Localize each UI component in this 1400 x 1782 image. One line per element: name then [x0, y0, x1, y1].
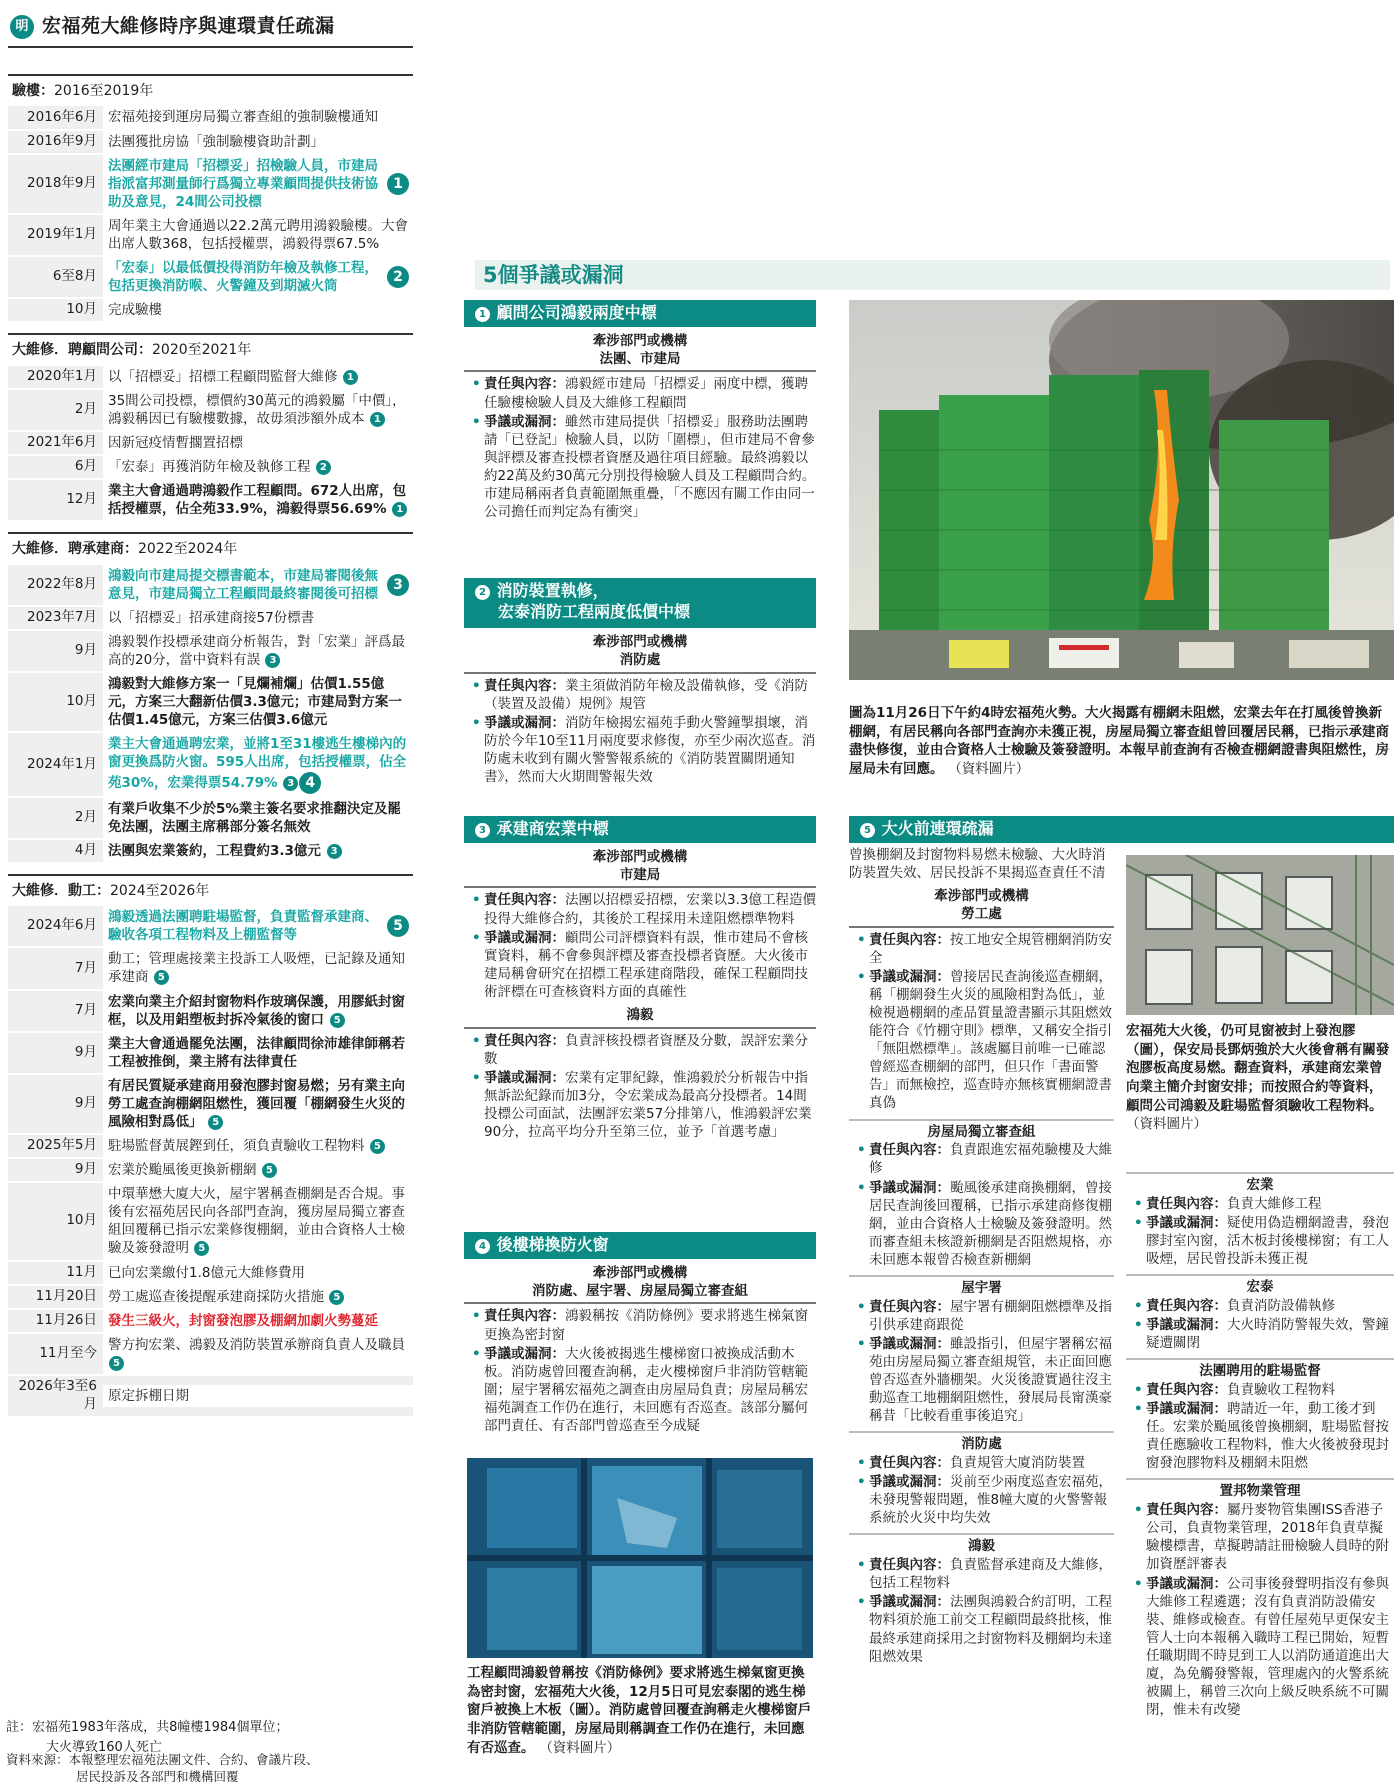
- issue-5-title: 5 大火前連環疏漏: [849, 816, 1394, 843]
- issues-heading: 5個爭議或漏洞: [475, 260, 1390, 290]
- timeline-row: 6月 「宏泰」再獲消防年檢及執修工程 2: [8, 454, 413, 478]
- dept-name: 市建局: [464, 867, 816, 889]
- timeline-row: 9月 有居民質疑承建商用發泡膠封窗易燃；另有業主向勞工處查詢棚網阻燃性，獲回覆「棚網發生火災的風險相對爲低」 5: [8, 1073, 413, 1133]
- timeline: [8, 74, 413, 1416]
- foam-photo-caption: 宏福苑大火後，仍可見窗被封上發泡膠（圖），保安局長鄧炳強於大火後會稱有關發泡膠板高度易燃。翻查資料，承建商宏業曾向業主簡介封窗安排；而按照合約等資料，顧問公司鴻毅及駐場監督須驗收工程物料。 （資料圖片）: [1126, 1023, 1390, 1133]
- issue-tag: 3: [265, 653, 280, 668]
- issue-1-box: [464, 300, 816, 522]
- timeline-row: 2月 35間公司投標，標價約30萬元的鴻毅屬「中價」，鴻毅稱因已有驗樓數據，故毋須涉額外成本 1: [8, 388, 413, 430]
- timeline-row: 2月 有業戶收集不少於5%業主簽名要求推翻決定及罷免法團，法團主席稱部分簽名無效: [8, 796, 413, 838]
- page-header: [8, 8, 413, 48]
- dept-name: 鴻毅: [849, 1533, 1114, 1556]
- gap-bullet: • 爭議或漏洞：颱風後承建商換棚網，曾接居民查詢後回覆稱，已指示承建商修復棚網，並由合資格人士檢驗及簽發證明。然而審查組未核證新棚網是否阻燃規格，亦未回應本報曾否檢查新棚網: [849, 1179, 1114, 1269]
- timeline-row: 2022年8月 鴻毅向市建局提交標書範本，市建局審閱後無意見，市建局獨立工程顧問最終審閱後可招標 3: [8, 563, 413, 605]
- timeline-row: 2024年1月 業主大會通過聘宏業，並將1至31樓逃生樓梯內的窗更換爲防火窗。595人出席，包括授權票，佔全苑30%，宏業得票54.79% 3 4: [8, 731, 413, 795]
- foam-window-photo: [1126, 855, 1394, 1015]
- dept-name: 鴻毅: [464, 1007, 816, 1029]
- issue-tag: 3: [327, 844, 342, 859]
- gap-bullet: • 爭議或漏洞：災前至少兩度巡查宏福苑，未發現警報問題，惟8幢大廈的火警警報系統於火災中均失效: [849, 1473, 1114, 1527]
- gap-bullet: • 爭議或漏洞：大火後被揭逃生樓梯窗口被換成活動木板。消防處曾回覆查詢稱，走火樓梯窗戶非消防管轄範圍；屋宇署稱宏福苑之調查由房屋局負責；房屋局稱宏福苑調查工作仍在進行，未回應有否巡查。該部分屬何部門責任、有否部門曾巡查至今成疑: [464, 1345, 816, 1435]
- resp-bullet: • 責任與內容：鴻毅稱按《消防條例》要求將逃生梯氣窗更換為密封窗: [464, 1307, 816, 1343]
- issue-3-title: 3 承建商宏業中標: [464, 816, 816, 843]
- dept-label: 牽涉部門或機構: [934, 888, 1029, 905]
- gap-bullet: • 爭議或漏洞：公司事後發聲明指沒有參與大維修工程遴選；沒有負責消防設備安裝、維修或檢查。有曾任屋苑早更保安主管人士向本報稱入職時工程已開始，短暫任職期間不時見到工人以消防通道進出大廈，為免觸發警報，管理處內的火警系統被關上，稱曾三次向上級反映系統不可關閉，惟未有改變: [1126, 1575, 1394, 1720]
- issue-tag: 5: [208, 1115, 223, 1130]
- gap-bullet: • 爭議或漏洞：雖設指引，但屋宇署稱宏福苑由房屋局獨立審查組規管，未正面回應曾否巡查外牆棚架。火災後證實過往沒主動巡查工地棚網阻燃性，發展局長甯漢豪稱昔「比較看重事後追究」: [849, 1335, 1114, 1425]
- resp-bullet: • 責任與內容：法團以招標妥招標，宏業以3.3億工程造價投得大維修合約，其後於工程採用未達阻燃標準物料: [464, 891, 816, 927]
- fire-photo-caption: 圖為11月26日下午約4時宏福苑火勢。大火揭露有棚網未阻燃，宏業去年在打風後曾換新棚網，有居民稱向各部門查詢亦未獲正視，房屋局獨立審查組曾回覆居民稱，已指示承建商盡快修復，並由合資格人士檢驗及簽發證明。本報早前查詢有否檢查棚網證書與阻燃性，房屋局未有回應。 （資料圖片）: [849, 705, 1389, 777]
- issue-3-box: [464, 816, 816, 1142]
- resp-bullet: • 責任與內容：鴻毅經市建局「招標妥」兩度中標，獲聘任驗樓檢驗人員及大維修工程顧問: [464, 375, 816, 411]
- dept-name: 屋宇署: [849, 1275, 1114, 1298]
- dept-label: 牽涉部門或機構: [592, 1264, 688, 1281]
- timeline-phase-heading: 大維修．聘承建商：2022至2024年: [8, 532, 413, 562]
- issue-2-title: 2 消防裝置執修， 宏泰消防工程兩度低價中標: [464, 578, 816, 628]
- timeline-row: 11月至今 警方拘宏業、鴻毅及消防裝置承辦商負責人及職員 5: [8, 1332, 413, 1374]
- gap-bullet: • 爭議或漏洞：顧問公司評標資料有誤，惟市建局不會核實資料，稱不會參與評標及審查投標者資歷。大火後市建局稱會研究在招標工程承建商階段，確保工程顧問技術評標在可查核資料方面的真確性: [464, 929, 816, 1001]
- gap-bullet: • 爭議或漏洞：曾接居民查詢後巡查棚網，稱「棚網發生火災的風險相對為低」，並檢視過棚網的產品質量證書顯示其阻燃效能符合《竹棚守則》標準，又稱安全指引「無阻燃標準」。該處屬目前唯一已確認曾經巡查棚網的部門，但只作「書面警告」而無檢控，巡查時亦無核實棚網證書真偽: [849, 968, 1114, 1113]
- issue-tag: 1: [370, 412, 385, 427]
- dept-name: 消防處: [849, 1431, 1114, 1454]
- resp-bullet: • 責任與內容：按工地安全規管棚網消防安全: [849, 931, 1114, 967]
- dept-label: 牽涉部門或機構: [592, 634, 688, 650]
- timeline-row: 7月 動工；管理處接業主投訴工人吸煙，已記錄及通知承建商 5: [8, 946, 413, 988]
- resp-bullet: • 責任與內容：負責評核投標者資歷及分數，誤評宏業分數: [464, 1032, 816, 1068]
- timeline-row: 9月 宏業於颱風後更換新棚網 5: [8, 1157, 413, 1181]
- issue-tag: 5: [329, 1290, 344, 1305]
- dept-name: 宏業: [1126, 1172, 1394, 1195]
- issue-badge-3: 3: [387, 574, 409, 596]
- dept-name: 房屋局獨立審查組: [849, 1119, 1114, 1142]
- timeline-row: 7月 宏業向業主介紹封窗物料作玻璃保護，用膠紙封窗框，以及用鋁塑板封拆冷氣後的窗口 5: [8, 989, 413, 1031]
- timeline-row: 6至8月 「宏泰」以最低價投得消防年檢及執修工程，包括更換消防喉、火警鐘及到期滅火筒 2: [8, 255, 413, 297]
- timeline-phase-heading: 大維修．聘顧問公司：2020至2021年: [8, 333, 413, 363]
- issue-tag: 5: [109, 1356, 124, 1371]
- timeline-phase-heading: 驗樓：2016至2019年: [8, 74, 413, 104]
- timeline-row: 2025年5月 駐場監督黃展鏗到任，須負責驗收工程物料 5: [8, 1133, 413, 1157]
- resp-bullet: • 責任與內容：業主須做消防年檢及設備執修，受《消防（裝置及設備）規例》規管: [464, 677, 816, 713]
- stairwell-photo-caption: 工程顧問鴻毅曾稱按《消防條例》要求將逃生梯氣窗更換為密封窗，宏福苑大火後，12月5日可見宏泰閣的逃生梯窗戶被換上木板（圖）。消防處曾回覆查詢稱走火樓梯窗戶非消防管轄範圍，房屋局則稱調查工作仍在進行，未回應有否巡查。 （資料圖片）: [467, 1665, 812, 1756]
- issue-5-left-column: [849, 846, 1114, 1667]
- timeline-row: 2020年1月 以「招標妥」招標工程顧問監督大維修 1: [8, 364, 413, 388]
- issue-badge-2: 2: [387, 266, 409, 288]
- issue-badge-5: 5: [387, 915, 409, 937]
- issue-5-right-column: [1126, 1166, 1394, 1720]
- issue-tag: 5: [194, 1241, 209, 1256]
- timeline-row: 10月 鴻毅對大維修方案一「見爛補爛」估價1.55億元，方案三大翻新估價3.3億元；市建局對方案一估價1.45億元，方案三估價3.6億元: [8, 671, 413, 731]
- issue-4-box: [464, 1232, 816, 1436]
- gap-bullet: • 爭議或漏洞：雖然市建局提供「招標妥」服務助法團聘請「已登記」檢驗人員，以防「圍標」，但市建局不會參與評標及審查投標者資歷及過往項目經驗。最終鴻毅以約22萬及約30萬元分別投得檢驗人員及工程顧問合約。市建局稱兩者負責範圍無重疊，「不應因有關工作由同一公司擔任而判定為有衝突」: [464, 413, 816, 521]
- issue-tag: 3: [283, 776, 298, 791]
- resp-bullet: • 責任與內容：負責大維修工程: [1126, 1195, 1394, 1213]
- dept-name: 置邦物業管理: [1126, 1478, 1394, 1501]
- dept-name: 法團、市建局: [464, 351, 816, 373]
- resp-bullet: • 責任與內容：負責驗收工程物料: [1126, 1381, 1394, 1399]
- timeline-row: 2019年1月 周年業主大會通過以22.2萬元聘用鴻毅驗樓。大會出席人數368，包括授權票，鴻毅得票67.5%: [8, 213, 413, 255]
- issue-5-box: [849, 816, 1394, 843]
- gap-bullet: • 爭議或漏洞：法團與鴻毅合約訂明，工程物料須於施工前交工程顧問最終批核，惟最終承建商採用之封窗物料及棚網均未達阻燃效果: [849, 1593, 1114, 1665]
- issue-tag: 1: [343, 370, 358, 385]
- gap-bullet: • 爭議或漏洞：消防年檢揭宏福苑手動火警鐘掣損壞，消防於今年10至11月兩度要求修復，亦至少兩次巡查。消防處未收到有關火警警報系統的《消防裝置關閉通知書》，然而大火期間警報失效: [464, 714, 816, 786]
- issue-tag: 1: [392, 502, 407, 517]
- issue-1-title: 1 顧問公司鴻毅兩度中標: [464, 300, 816, 327]
- issue-tag: 5: [262, 1163, 277, 1178]
- gap-bullet: • 爭議或漏洞：疑使用偽造棚網證書，發泡膠封室內窗，活木板封後樓梯窗；有工人吸煙，居民曾投訴未獲正視: [1126, 1214, 1394, 1268]
- issue-4-title: 4 後樓梯換防火窗: [464, 1232, 816, 1259]
- dept-name: 勞工處: [849, 906, 1114, 928]
- dept-name: 宏泰: [1126, 1274, 1394, 1297]
- timeline-row: 2016年9月 法團獲批房協「強制驗樓資助計劃」: [8, 129, 413, 153]
- resp-bullet: • 責任與內容：負責規管大廈消防裝置: [849, 1454, 1114, 1472]
- timeline-row: 10月 完成驗樓: [8, 297, 413, 321]
- timeline-phase-heading: 大維修．動工：2024至2026年: [8, 874, 413, 904]
- resp-bullet: • 責任與內容：負責消防設備執修: [1126, 1297, 1394, 1315]
- issue-tag: 5: [154, 970, 169, 985]
- timeline-row: 2024年6月 鴻毅透過法團聘駐場監督，負責監督承建商、驗收各項工程物料及上棚監督等 5: [8, 904, 413, 946]
- timeline-row: 2016年6月 宏福苑接到運房局獨立審查組的強制驗樓通知: [8, 104, 413, 128]
- resp-bullet: • 責任與內容：負責跟進宏福苑驗樓及大維修: [849, 1141, 1114, 1177]
- issue-2-box: [464, 578, 816, 787]
- newspaper-logo-icon: 明: [10, 15, 34, 39]
- timeline-row: 2026年3至6月 原定拆棚日期: [8, 1374, 413, 1416]
- stairwell-window-photo: [467, 1458, 813, 1658]
- resp-bullet: • 責任與內容：屋宇署有棚網阻燃標準及指引供承建商跟從: [849, 1298, 1114, 1334]
- dept-label: 牽涉部門或機構: [592, 848, 688, 865]
- fire-photo: [849, 300, 1394, 680]
- timeline-row: 2018年9月 法團經市建局「招標妥」招檢驗人員，市建局指派富邦測量師行爲獨立專業顧問提供技術協助及意見，24間公司投標 1: [8, 153, 413, 213]
- dept-name: 消防處: [464, 652, 816, 674]
- gap-bullet: • 爭議或漏洞：宏業有定罪紀錄，惟鴻毅於分析報告中指無訴訟紀錄而加3分，令宏業成為最高分投標者。14間投標公司面試，法團評宏業57分排第八，惟鴻毅評宏業90分，拉高平均分升至第三位，並予「首選考慮」: [464, 1069, 816, 1141]
- issue-tag: 5: [330, 1013, 345, 1028]
- timeline-row: 12月 業主大會通過聘鴻毅作工程顧問。672人出席，包括授權票，佔全苑33.9%，鴻毅得票56.69% 1: [8, 478, 413, 520]
- issue-badge-4: 4: [299, 772, 321, 794]
- issue-5-intro: 曾換棚網及封窗物料易燃未檢驗、大火時消防裝置失效、居民投訴不果揭巡查責任不清: [849, 847, 1106, 882]
- timeline-row: 11月 已向宏業繳付1.8億元大維修費用: [8, 1260, 413, 1284]
- resp-bullet: • 責任與內容：負責監督承建商及大維修，包括工程物料: [849, 1556, 1114, 1592]
- page-title: 宏福苑大維修時序與連環責任疏漏: [42, 15, 335, 37]
- timeline-row: 2023年7月 以「招標妥」招承建商接57份標書: [8, 605, 413, 629]
- footnote: 註：宏福苑1983年落成，共8幢樓1984個單位； 大火導致160人死亡: [6, 1720, 289, 1755]
- source-note: 資料來源：本報整理宏福苑法團文件、合約、會議片段、 居民投訴及各部門和機構回覆: [6, 1752, 319, 1782]
- timeline-row: 11月26日 發生三級火，封窗發泡膠及棚網加劇火勢蔓延: [8, 1308, 413, 1332]
- issue-badge-1: 1: [387, 173, 409, 195]
- dept-name: 法團聘用的駐場監督: [1126, 1358, 1394, 1381]
- gap-bullet: • 爭議或漏洞：聘請近一年，動工後才到任。宏業於颱風後曾換棚網，駐場監督按責任應驗收工程物料，惟大火後被發現封窗發泡膠物料及棚網未阻燃: [1126, 1400, 1394, 1472]
- dept-label: 牽涉部門或機構: [592, 332, 688, 349]
- dept-name: 消防處、屋宇署、房屋局獨立審查組: [464, 1283, 816, 1305]
- gap-bullet: • 爭議或漏洞：大火時消防警報失效，警鐘疑遭關閉: [1126, 1316, 1394, 1352]
- timeline-row: 11月20日 勞工處巡查後提醒承建商採防火措施 5: [8, 1284, 413, 1308]
- timeline-row: 2021年6月 因新冠疫情暫擱置招標: [8, 430, 413, 454]
- resp-bullet: • 責任與內容：屬丹麥物管集團ISS香港子公司，負責物業管理，2018年負責草擬驗樓標書，草擬聘請註冊檢驗人員時的附加資歷評審表: [1126, 1501, 1394, 1573]
- issue-tag: 2: [316, 460, 331, 475]
- timeline-row: 10月 中環華懋大廈大火，屋宇署稱查棚網是否合規。事後有宏福苑居民向各部門查詢，獲房屋局獨立審查組回覆稱已指示宏業修復棚網，並由合資格人士檢驗及簽發證明 5: [8, 1181, 413, 1259]
- timeline-row: 4月 法團與宏業簽約，工程費約3.3億元 3: [8, 838, 413, 862]
- timeline-row: 9月 鴻毅製作投標承建商分析報告，對「宏業」評爲最高的20分，當中資料有誤 3: [8, 629, 413, 671]
- issue-tag: 5: [370, 1139, 385, 1154]
- timeline-row: 9月 業主大會通過罷免法團，法律顧問徐沛雄律師稱若工程被推倒，業主將有法律責任: [8, 1031, 413, 1073]
